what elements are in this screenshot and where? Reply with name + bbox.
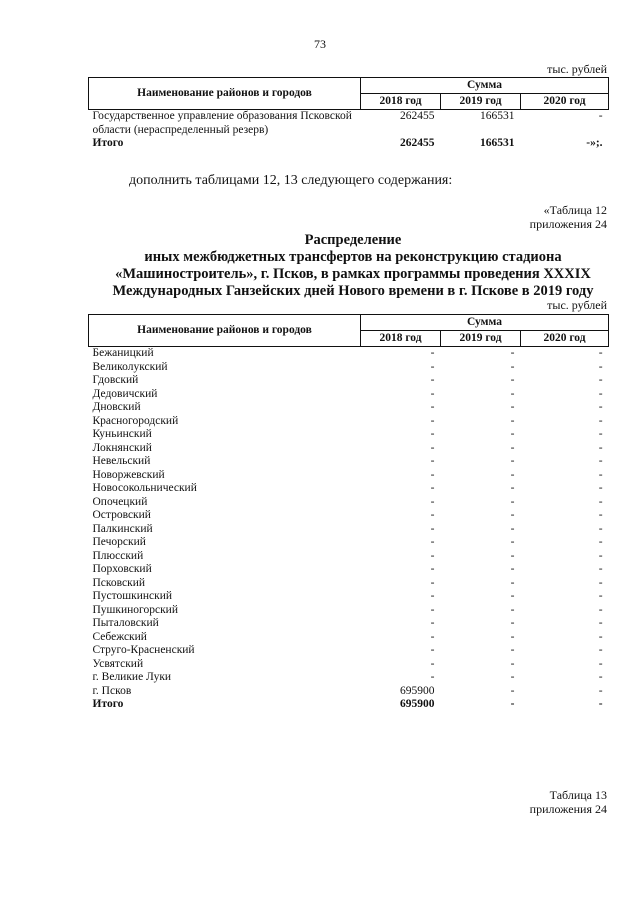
value-2018-cell: 695900 — [400, 698, 435, 710]
table-row — [89, 469, 609, 483]
row-name-cell: Локнянский — [92, 441, 152, 454]
row-name-cell: Палкинский — [92, 522, 153, 535]
row-name-cell: Печорский — [92, 536, 146, 548]
table-row — [89, 617, 609, 631]
value-2020-cell: - — [598, 644, 603, 656]
value-2018-cell: - — [430, 671, 435, 683]
value-2018-cell: - — [430, 387, 435, 400]
row-name-cell: Плюсский — [92, 549, 144, 562]
column-header-2018: 2018 год — [361, 94, 441, 110]
value-2018-cell: - — [430, 617, 435, 629]
value-2018-cell: - — [430, 360, 435, 373]
column-header-2019: 2019 год — [441, 331, 521, 347]
value-2018-cell: - — [430, 522, 435, 535]
total-row — [89, 698, 609, 712]
table-row — [89, 550, 609, 564]
row-name-cell: г. Псков — [92, 684, 132, 697]
row-name-cell: г. Великие Луки — [92, 671, 172, 683]
table-row — [89, 590, 609, 604]
value-2019-cell: - — [510, 468, 515, 481]
column-header-2020: 2020 год — [521, 331, 609, 347]
value-2018-cell: - — [430, 347, 435, 359]
row-name-cell: Пыталовский — [92, 617, 159, 629]
table-row — [89, 577, 609, 591]
value-2018-cell: - — [430, 630, 435, 643]
value-2020-cell: - — [598, 401, 603, 413]
row-name-cell: Итого — [92, 698, 124, 710]
table-row — [89, 401, 609, 415]
value-2019-cell: - — [510, 671, 515, 683]
value-2018-cell: 262455 — [400, 110, 435, 122]
value-2020-cell: - — [598, 441, 603, 454]
table-row — [89, 388, 609, 402]
table-row — [89, 496, 609, 510]
value-2018-cell: 695900 — [400, 684, 435, 697]
value-2018-cell: - — [430, 509, 435, 521]
row-name-cell: Итого — [92, 137, 124, 149]
heading-line-4: Международных Ганзейских дней Нового времени в г. Пскове в 2019 году — [112, 283, 594, 299]
value-2020-cell: - — [598, 698, 603, 710]
value-2020-cell: - — [598, 374, 603, 386]
table-row — [89, 455, 609, 469]
table-13-reference — [530, 788, 607, 816]
heading-line-2: иных межбюджетных трансфертов на реконструкцию стадиона — [144, 249, 562, 265]
value-2019-cell: - — [510, 644, 515, 656]
value-2019-cell: - — [510, 482, 515, 494]
row-name-cell: Пустошкинский — [92, 590, 173, 602]
units-label-top: тыс. рублей — [547, 62, 607, 76]
value-2020-cell: - — [598, 522, 603, 535]
column-header-name: Наименование районов и городов — [89, 78, 361, 110]
value-2019-cell: - — [510, 657, 515, 670]
value-2018-cell: - — [430, 576, 435, 589]
table-row — [89, 509, 609, 523]
column-header-2018: 2018 год — [361, 331, 441, 347]
column-header-name: Наименование районов и городов — [89, 315, 361, 347]
page-number: 73 — [314, 37, 326, 51]
value-2018-cell: - — [430, 603, 435, 616]
table-row — [89, 374, 609, 388]
row-name-cell: Порховский — [92, 563, 152, 575]
row-name-cell: Гдовский — [92, 374, 139, 386]
value-2019-cell: - — [510, 617, 515, 629]
value-2019-cell: 166531 — [480, 137, 515, 149]
row-name-cell: Красногородский — [92, 414, 179, 427]
value-2020-cell: - — [598, 590, 603, 602]
value-2019-cell: - — [510, 522, 515, 535]
value-2019-cell: 166531 — [480, 110, 515, 122]
row-name-cell: Новосокольнический — [92, 482, 197, 494]
table-row — [89, 415, 609, 429]
value-2019-cell: - — [510, 509, 515, 521]
value-2019-cell: - — [510, 455, 515, 467]
value-2019-cell: - — [510, 428, 515, 440]
value-2020-cell: - — [598, 347, 603, 359]
value-2018-cell: - — [430, 441, 435, 454]
row-name-cell: Куньинский — [92, 428, 152, 440]
total-row — [89, 137, 609, 151]
row-name-cell: Государственное управление образования Псковской области (нераспределенный резерв) — [92, 110, 352, 136]
value-2018-cell: - — [430, 590, 435, 602]
value-2020-cell: - — [598, 509, 603, 521]
table-row — [89, 347, 609, 361]
value-2019-cell: - — [510, 360, 515, 373]
value-2019-cell: - — [510, 603, 515, 616]
table-row — [89, 482, 609, 496]
table-12-reference — [530, 203, 607, 231]
value-2019-cell: - — [510, 576, 515, 589]
value-2018-cell: 262455 — [400, 137, 435, 149]
value-2020-cell: - — [598, 603, 603, 616]
table-13-caption: Таблица 13 — [549, 788, 607, 802]
value-2018-cell: - — [430, 401, 435, 413]
table-row — [89, 428, 609, 442]
value-2018-cell: - — [430, 536, 435, 548]
table-row — [89, 536, 609, 550]
row-name-cell: Пушкиногорский — [92, 603, 178, 616]
row-name-cell: Опочецкий — [92, 495, 148, 508]
value-2020-cell: - — [598, 657, 603, 670]
value-2018-cell: - — [430, 644, 435, 656]
value-2020-cell: -»;. — [586, 137, 603, 149]
column-header-2019: 2019 год — [441, 94, 521, 110]
row-name-cell: Себежский — [92, 630, 147, 643]
value-2019-cell: - — [510, 387, 515, 400]
table-12-appendix: приложения 24 — [529, 217, 607, 231]
row-name-cell: Усвятский — [92, 657, 144, 670]
table-row — [89, 685, 609, 699]
value-2018-cell: - — [430, 563, 435, 575]
value-2019-cell: - — [510, 684, 515, 697]
value-2020-cell: - — [598, 495, 603, 508]
table-row — [89, 110, 609, 138]
value-2019-cell: - — [510, 374, 515, 386]
table-row — [89, 442, 609, 456]
value-2020-cell: - — [598, 630, 603, 643]
value-2020-cell: - — [598, 387, 603, 400]
column-header-2020: 2020 год — [521, 94, 609, 110]
value-2018-cell: - — [430, 549, 435, 562]
value-2019-cell: - — [510, 536, 515, 548]
value-2018-cell: - — [430, 657, 435, 670]
row-name-cell: Новоржевский — [92, 468, 165, 481]
value-2019-cell: - — [510, 401, 515, 413]
value-2020-cell: - — [598, 549, 603, 562]
body-text: дополнить таблицами 12, 13 следующего содержания: — [129, 173, 453, 188]
value-2020-cell: - — [598, 414, 603, 427]
value-2019-cell: - — [510, 495, 515, 508]
table-row — [89, 523, 609, 537]
value-2019-cell: - — [510, 563, 515, 575]
row-name-cell: Невельский — [92, 455, 151, 467]
table-row — [89, 361, 609, 375]
row-name-cell: Бежаницкий — [92, 347, 154, 359]
row-name-cell: Дновский — [92, 401, 141, 413]
value-2020-cell: - — [598, 617, 603, 629]
allocation-table-12 — [88, 314, 609, 712]
table-row — [89, 671, 609, 685]
value-2019-cell: - — [510, 698, 515, 710]
value-2020-cell: - — [598, 671, 603, 683]
row-name-cell: Великолукский — [92, 360, 168, 373]
value-2020-cell: - — [598, 536, 603, 548]
row-name-cell: Островский — [92, 509, 151, 521]
heading-line-1: Распределение — [304, 232, 402, 248]
value-2019-cell: - — [510, 549, 515, 562]
table-12-heading — [80, 232, 626, 300]
table-13-appendix: приложения 24 — [529, 802, 607, 816]
value-2018-cell: - — [430, 428, 435, 440]
value-2020-cell: - — [598, 110, 603, 122]
column-header-sum: Сумма — [361, 315, 609, 331]
value-2019-cell: - — [510, 347, 515, 359]
table-row — [89, 604, 609, 618]
value-2019-cell: - — [510, 590, 515, 602]
value-2020-cell: - — [598, 576, 603, 589]
table-row — [89, 644, 609, 658]
value-2020-cell: - — [598, 455, 603, 467]
table-row — [89, 658, 609, 672]
value-2020-cell: - — [598, 482, 603, 494]
row-name-cell: Дедовичский — [92, 387, 158, 400]
table-12-caption: «Таблица 12 — [543, 203, 607, 217]
value-2019-cell: - — [510, 414, 515, 427]
heading-line-3: «Машиностроитель», г. Псков, в рамках программы проведения XXXIX — [115, 266, 591, 282]
value-2020-cell: - — [598, 360, 603, 373]
value-2020-cell: - — [598, 468, 603, 481]
value-2018-cell: - — [430, 374, 435, 386]
value-2019-cell: - — [510, 630, 515, 643]
value-2018-cell: - — [430, 414, 435, 427]
value-2019-cell: - — [510, 441, 515, 454]
value-2020-cell: - — [598, 684, 603, 697]
value-2018-cell: - — [430, 482, 435, 494]
table-row — [89, 631, 609, 645]
value-2020-cell: - — [598, 428, 603, 440]
value-2018-cell: - — [430, 468, 435, 481]
table-row — [89, 563, 609, 577]
row-name-cell: Струго-Красненский — [92, 644, 195, 656]
value-2018-cell: - — [430, 495, 435, 508]
units-label-12: тыс. рублей — [547, 298, 607, 312]
column-header-sum: Сумма — [361, 78, 609, 94]
value-2020-cell: - — [598, 563, 603, 575]
row-name-cell: Псковский — [92, 576, 146, 589]
value-2018-cell: - — [430, 455, 435, 467]
allocation-table-top — [88, 77, 609, 151]
